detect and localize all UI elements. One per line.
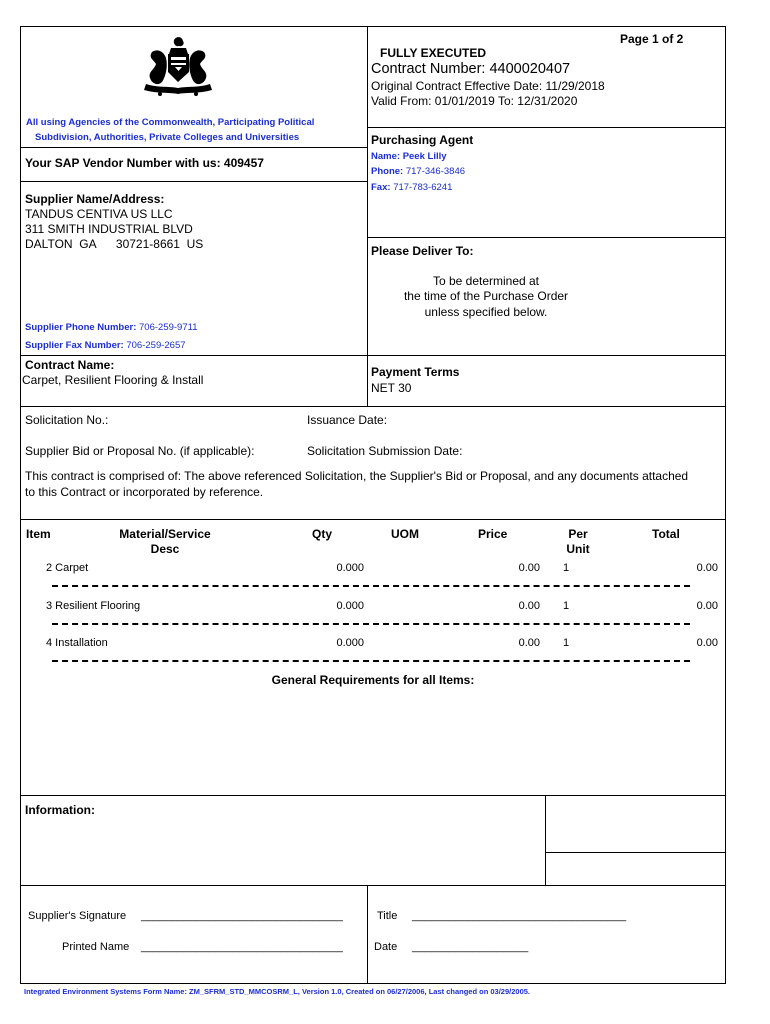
supplier-fax <box>25 340 186 351</box>
agent-name-value: Peek Lilly <box>402 151 447 162</box>
title-line: ___________________________________ <box>412 910 627 922</box>
form-footer: Integrated Environment Systems Form Name: ZM_SFRM_STD_MMCOSRM_L, Version 1.0, Created on 06/27/2006, Last changed on 03/29/2005. <box>24 987 530 996</box>
supplier-phone-label: Supplier Phone Number: <box>25 322 140 333</box>
deliver-line-2: the time of the Purchase Order <box>403 289 569 303</box>
row-separator <box>52 660 690 662</box>
payment-terms-value: NET 30 <box>371 381 412 395</box>
row-separator <box>52 585 690 587</box>
agent-fax <box>371 182 452 193</box>
table-row-per: 1 <box>563 600 570 612</box>
table-row-per: 1 <box>563 637 570 649</box>
agent-phone <box>371 166 465 177</box>
comprised-line-2: to this Contract or incorporated by reference. <box>25 485 264 499</box>
contract-number: Contract Number: 4400020407 <box>371 61 571 77</box>
supplier-signature-label: Supplier's Signature <box>28 910 127 922</box>
col-header-material-2: Desc <box>150 542 180 556</box>
page-indicator: Page 1 of 2 <box>620 32 684 46</box>
comprised-line-1: This contract is comprised of: The above referenced Solicitation, the Supplier's Bid or Proposal, and any documents attached <box>25 469 689 483</box>
deliver-line-3: unless specified below. <box>424 305 548 319</box>
deliver-line-1: To be determined at <box>432 274 540 288</box>
divider-information <box>20 795 726 796</box>
table-row-per: 1 <box>563 562 570 574</box>
col-header-total: Total <box>652 527 680 541</box>
table-row-qty: 0.000 <box>336 562 364 574</box>
supplier-phone-value: 706-259-9711 <box>139 322 198 333</box>
date-line: ___________________ <box>412 941 529 953</box>
table-row-item: 3 Resilient Flooring <box>46 600 141 612</box>
agent-name-label: Name: <box>371 151 403 162</box>
deliver-title: Please Deliver To: <box>371 244 474 258</box>
col-header-qty: Qty <box>312 527 333 541</box>
col-header-per-2: Unit <box>566 542 590 556</box>
column-divider-top <box>367 26 368 406</box>
table-row-qty: 0.000 <box>336 600 364 612</box>
table-row-price: 0.00 <box>518 600 540 612</box>
table-row-total: 0.00 <box>696 637 718 649</box>
supplier-bid-number: Supplier Bid or Proposal No. (if applicable): <box>25 444 255 458</box>
divider-signature <box>20 885 726 886</box>
status-label: FULLY EXECUTED <box>380 46 487 60</box>
supplier-fax-value: 706-259-2657 <box>126 340 186 351</box>
info-divider-h <box>545 852 726 853</box>
supplier-phone <box>25 322 197 333</box>
general-requirements-title: General Requirements for all Items: <box>271 673 475 687</box>
agencies-line-2: Subdivision, Authorities, Private Colleges and Universities <box>35 132 300 143</box>
supplier-line-3: DALTON GA 30721-8661 US <box>25 237 204 251</box>
printed-name-label: Printed Name <box>62 941 130 953</box>
signature-divider <box>367 885 368 984</box>
solicitation-number: Solicitation No.: <box>25 413 109 427</box>
table-row-total: 0.00 <box>696 562 718 574</box>
divider-agent <box>367 237 726 238</box>
contract-name-title: Contract Name: <box>25 358 115 372</box>
agent-phone-value: 717-346-3846 <box>405 166 466 177</box>
agent-phone-label: Phone: <box>371 166 406 177</box>
col-header-price: Price <box>478 527 508 541</box>
effective-date: Original Contract Effective Date: 11/29/2018 <box>371 79 605 93</box>
supplier-line-2: 311 SMITH INDUSTRIAL BLVD <box>25 222 193 236</box>
col-header-item: Item <box>26 527 51 541</box>
supplier-line-1: TANDUS CENTIVA US LLC <box>25 207 173 221</box>
table-row-price: 0.00 <box>518 562 540 574</box>
state-seal-logo <box>138 36 218 98</box>
col-header-uom: UOM <box>391 527 419 541</box>
supplier-fax-label: Supplier Fax Number: <box>25 340 127 351</box>
date-label: Date <box>374 941 398 953</box>
printed-name-line: _________________________________ <box>141 941 343 953</box>
col-header-per-1: Per <box>568 527 588 541</box>
divider-header <box>367 127 726 128</box>
purchasing-agent-title: Purchasing Agent <box>371 133 474 147</box>
divider-sap <box>20 181 367 182</box>
table-row-qty: 0.000 <box>336 637 364 649</box>
agent-fax-value: 717-783-6241 <box>393 182 453 193</box>
divider-solicitation <box>20 406 726 407</box>
supplier-signature-line: _________________________________ <box>141 910 343 922</box>
table-row-price: 0.00 <box>518 637 540 649</box>
payment-terms-title: Payment Terms <box>371 365 460 379</box>
sap-vendor-number: Your SAP Vendor Number with us: 409457 <box>25 156 264 170</box>
contract-name-value: Carpet, Resilient Flooring & Install <box>22 373 204 387</box>
divider-agencies <box>20 147 367 148</box>
divider-contract-name <box>20 355 726 356</box>
agent-name <box>371 151 447 162</box>
agent-fax-label: Fax: <box>371 182 394 193</box>
table-row-item: 4 Installation <box>46 637 108 649</box>
table-row-item: 2 Carpet <box>46 562 89 574</box>
table-row-total: 0.00 <box>696 600 718 612</box>
info-divider-v <box>545 795 546 885</box>
supplier-title: Supplier Name/Address: <box>25 192 165 206</box>
col-header-material-1: Material/Service <box>119 527 211 541</box>
issuance-date: Issuance Date: <box>307 413 388 427</box>
title-label: Title <box>377 910 398 922</box>
row-separator <box>52 623 690 625</box>
information-title: Information: <box>25 803 95 817</box>
valid-dates: Valid From: 01/01/2019 To: 12/31/2020 <box>371 94 578 108</box>
submission-date: Solicitation Submission Date: <box>307 444 463 458</box>
divider-comprised <box>20 519 726 520</box>
agencies-line-1: All using Agencies of the Commonwealth, Participating Political <box>26 117 315 128</box>
